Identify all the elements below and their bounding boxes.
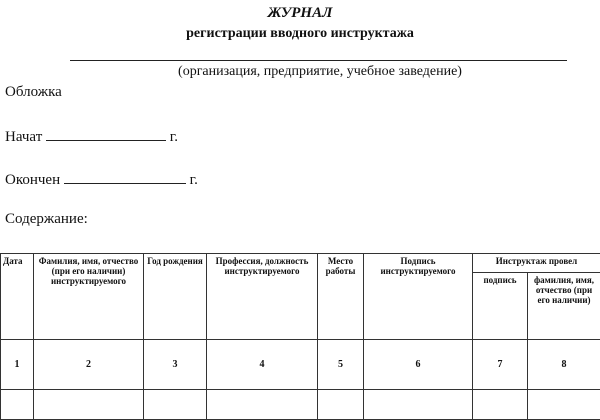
empty-cell bbox=[364, 390, 473, 420]
ended-row bbox=[5, 169, 198, 189]
column-number: 8 bbox=[528, 340, 600, 390]
ended-year-suffix: г. bbox=[190, 172, 198, 188]
empty-cell bbox=[207, 390, 318, 420]
header-birth-year: Год рождения bbox=[144, 254, 207, 340]
organization-caption: (организация, предприятие, учебное заведение) bbox=[0, 64, 600, 80]
column-number: 1 bbox=[1, 340, 34, 390]
started-year-suffix: г. bbox=[170, 129, 178, 145]
started-date-blank bbox=[46, 126, 166, 141]
column-number: 2 bbox=[34, 340, 144, 390]
column-number: 5 bbox=[318, 340, 364, 390]
empty-cell bbox=[144, 390, 207, 420]
empty-cell bbox=[318, 390, 364, 420]
column-number: 6 bbox=[364, 340, 473, 390]
empty-cell bbox=[528, 390, 600, 420]
table-empty-row bbox=[1, 390, 600, 420]
organization-blank-line bbox=[70, 60, 567, 61]
header-instructor-group: Инструктаж провел bbox=[473, 254, 600, 273]
started-label: Начат bbox=[5, 129, 42, 145]
ended-label: Окончен bbox=[5, 172, 60, 188]
empty-cell bbox=[1, 390, 34, 420]
column-number: 4 bbox=[207, 340, 318, 390]
column-number: 7 bbox=[473, 340, 528, 390]
empty-cell bbox=[34, 390, 144, 420]
ended-date-blank bbox=[64, 169, 186, 184]
header-instructor-signature: подпись bbox=[473, 273, 528, 340]
column-number: 3 bbox=[144, 340, 207, 390]
header-workplace: Место работы bbox=[318, 254, 364, 340]
cover-label: Обложка bbox=[5, 84, 62, 101]
header-profession: Профессия, должность инструктируемого bbox=[207, 254, 318, 340]
empty-cell bbox=[473, 390, 528, 420]
contents-label: Содержание: bbox=[5, 211, 88, 228]
table-header-row bbox=[1, 254, 600, 273]
header-date: Дата bbox=[1, 254, 34, 340]
table-numbers-row bbox=[1, 340, 600, 390]
header-trainee-signature: Подпись инструктируемого bbox=[364, 254, 473, 340]
journal-subtitle: регистрации вводного инструктажа bbox=[0, 26, 600, 42]
header-name: Фамилия, имя, отчество (при его наличии) инструктируемого bbox=[34, 254, 144, 340]
started-row bbox=[5, 126, 178, 146]
instruction-journal-table bbox=[0, 253, 600, 420]
header-instructor-name: фамилия, имя, отчество (при его наличии) bbox=[528, 273, 600, 340]
journal-title: ЖУРНАЛ bbox=[0, 5, 600, 22]
